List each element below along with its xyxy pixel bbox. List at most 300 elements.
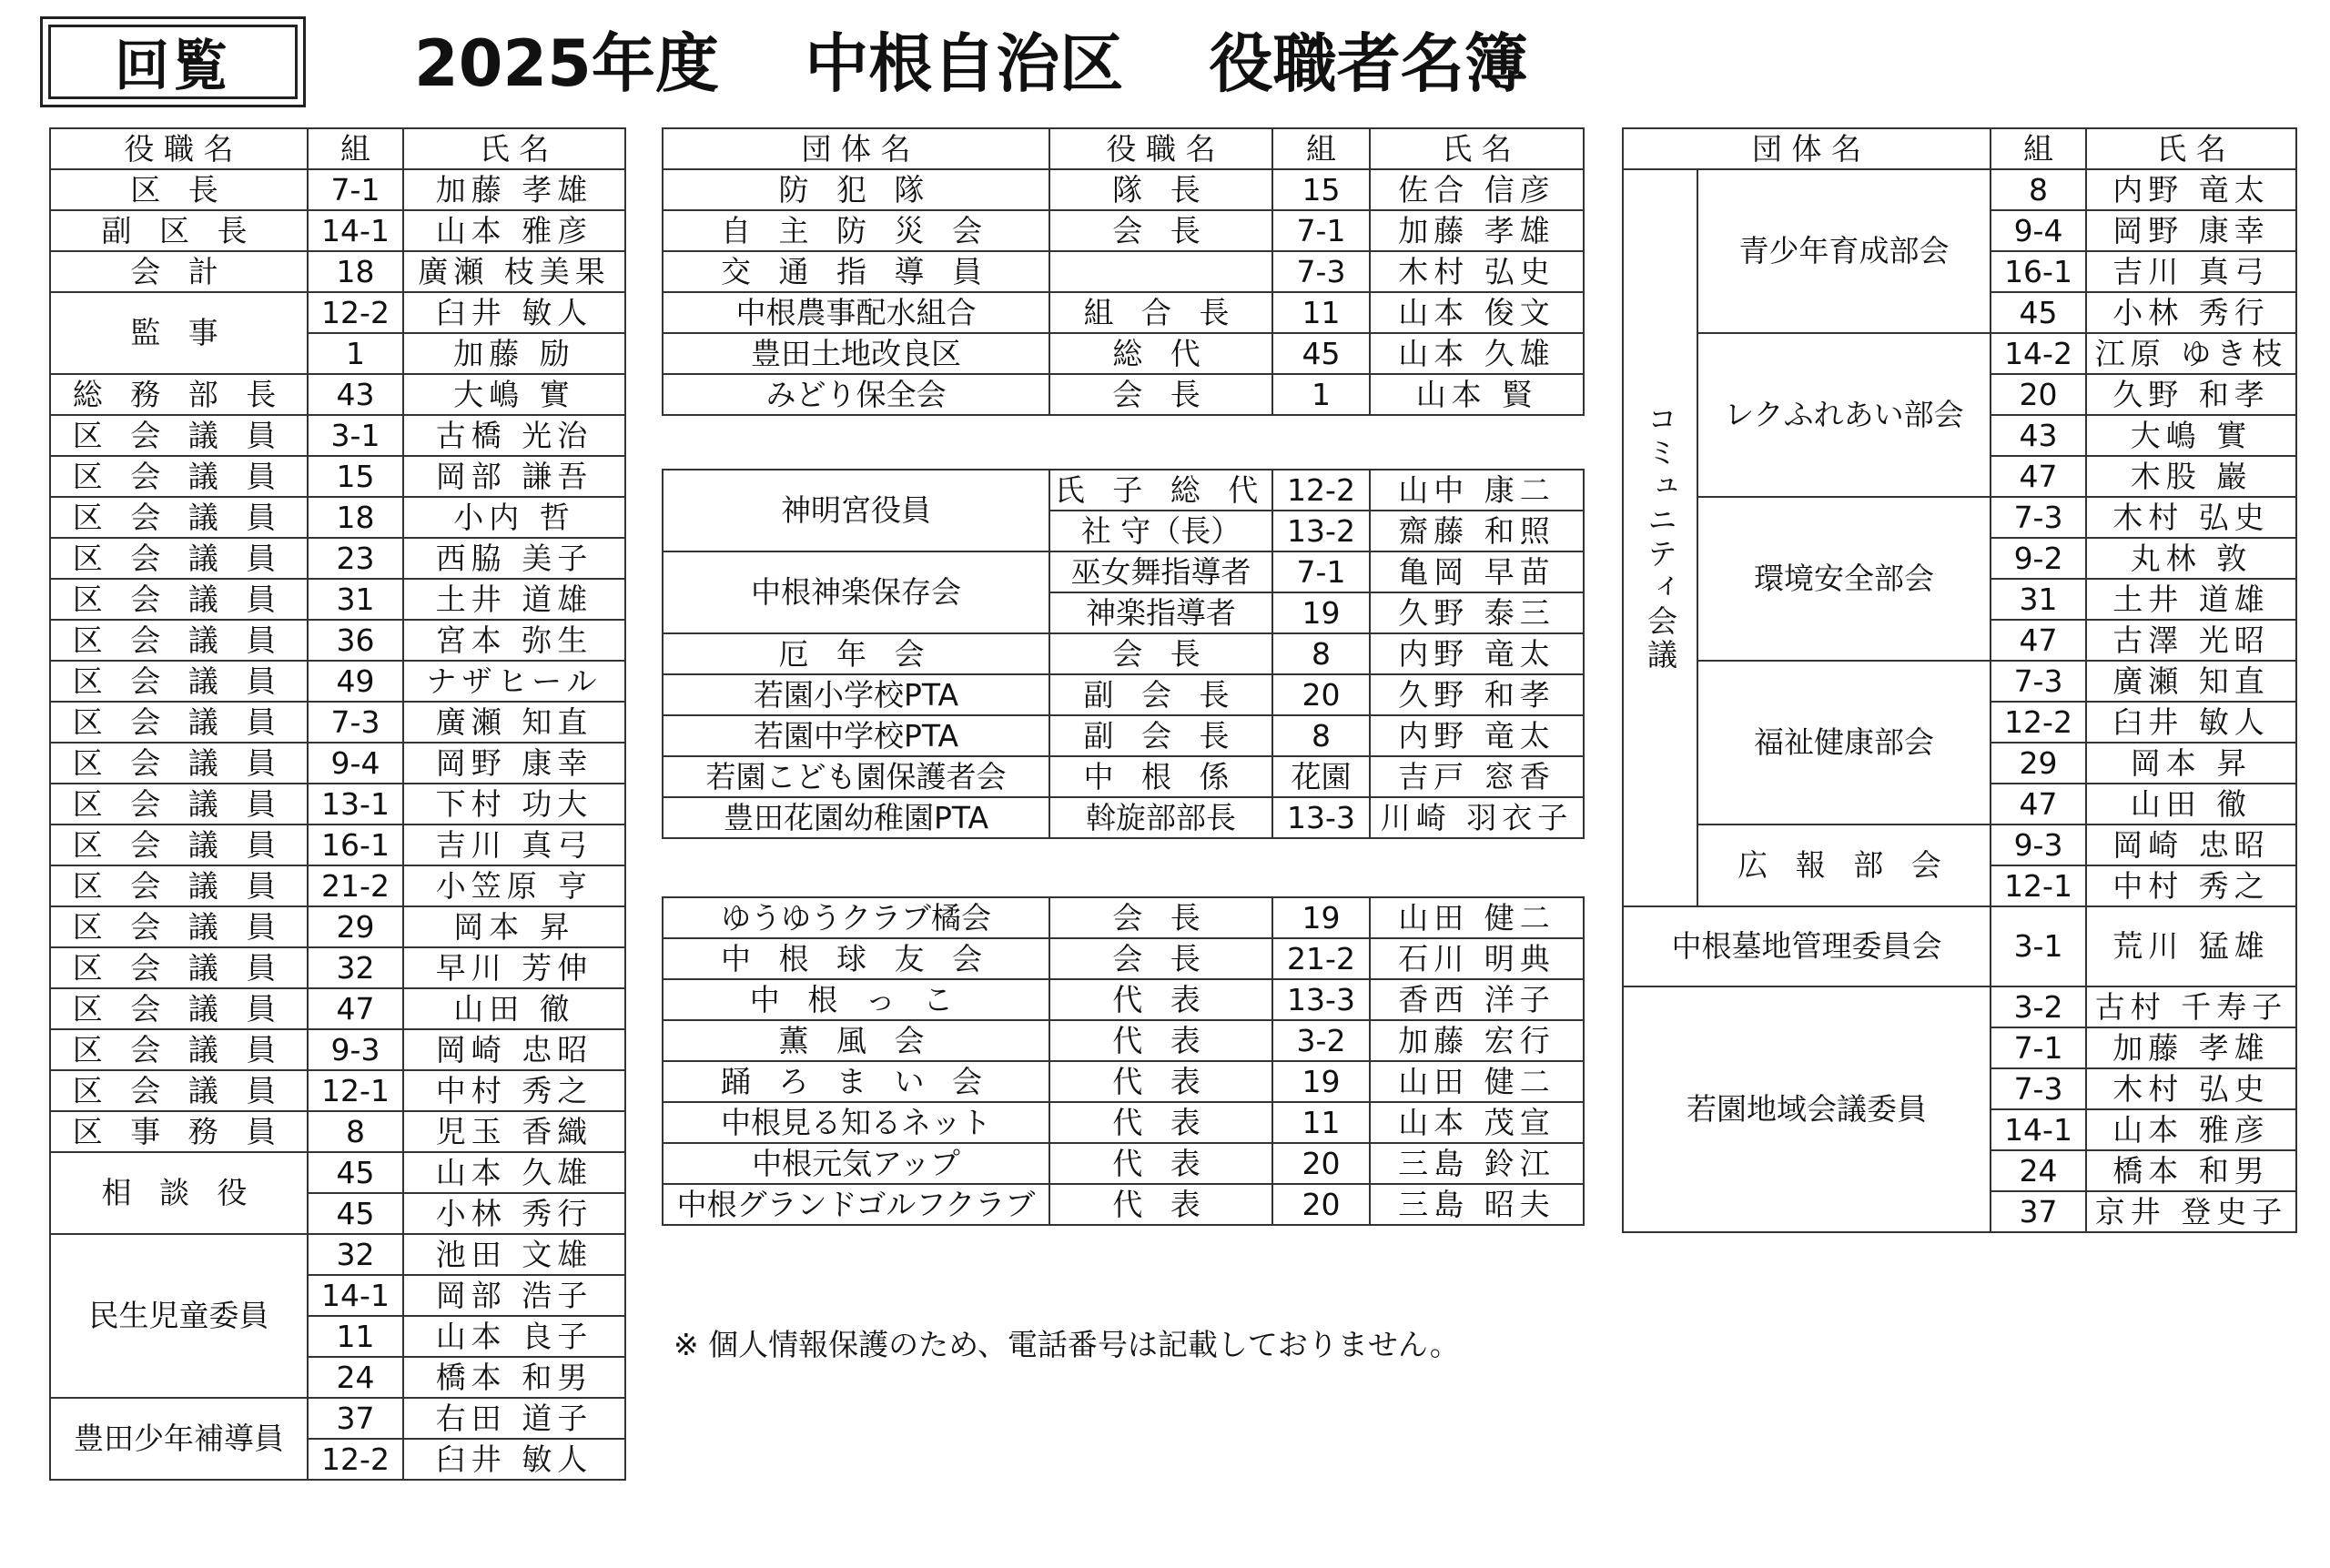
group-cell: 8 — [1272, 715, 1370, 756]
officers-table — [49, 127, 626, 1481]
table-row — [663, 292, 1584, 333]
group-cell: 15 — [308, 456, 403, 497]
name-cell: 橋本 和男 — [2086, 1150, 2296, 1191]
name-cell: 川崎 羽衣子 — [1370, 797, 1584, 838]
name-cell: 三島 昭夫 — [1370, 1184, 1584, 1225]
name-cell: ナザヒール — [403, 661, 625, 702]
role-cell: 民生児童委員 — [50, 1234, 308, 1398]
name-cell: 早川 芳伸 — [403, 947, 625, 988]
name-cell: 吉戸 窓香 — [1370, 756, 1584, 797]
table-row — [50, 784, 625, 824]
group-cell: 13-1 — [308, 784, 403, 824]
role-cell: 会 長 — [1049, 897, 1272, 938]
group-cell: 8 — [1272, 633, 1370, 674]
group-cell: 13-3 — [1272, 797, 1370, 838]
table-row — [1623, 169, 2296, 210]
group-cell: 47 — [1991, 784, 2086, 824]
name-cell: 山本 茂宣 — [1370, 1102, 1584, 1143]
org-cell: 中根農事配水組合 — [663, 292, 1049, 333]
group-cell: 12-2 — [308, 1439, 403, 1480]
table-row — [50, 661, 625, 702]
circulation-stamp — [40, 16, 306, 107]
org-cell: ゆうゆうクラブ橘会 — [663, 897, 1049, 938]
group-cell: 14-2 — [1991, 333, 2086, 374]
org-cell: 中根見る知るネット — [663, 1102, 1049, 1143]
group-cell: 21-2 — [1272, 938, 1370, 979]
circulation-stamp-label: 回覧 — [48, 25, 298, 99]
table-row — [50, 702, 625, 743]
name-cell: 右田 道子 — [403, 1398, 625, 1439]
name-cell: 臼井 敏人 — [2086, 702, 2296, 743]
group-cell: 7-1 — [1991, 1027, 2086, 1068]
community-council-label: コミュニティ会議 — [1623, 169, 1697, 906]
table-row — [663, 1020, 1584, 1061]
name-cell: 木村 弘史 — [2086, 497, 2296, 538]
table-row — [663, 1061, 1584, 1102]
role-cell: 代 表 — [1049, 1143, 1272, 1184]
table-row — [50, 579, 625, 620]
name-cell: 山本 雅彦 — [2086, 1109, 2296, 1150]
table-row — [663, 674, 1584, 715]
name-cell: 山本 久雄 — [1370, 333, 1584, 374]
table-row — [50, 1152, 625, 1193]
name-cell: 池田 文雄 — [403, 1234, 625, 1275]
group-cell: 20 — [1272, 1184, 1370, 1225]
name-cell: 木村 弘史 — [2086, 1068, 2296, 1109]
role-cell: 会 長 — [1049, 210, 1272, 251]
table-row — [1623, 333, 2296, 374]
group-cell: 11 — [308, 1316, 403, 1357]
group-cell: 7-1 — [1272, 551, 1370, 592]
table-row — [663, 470, 1584, 511]
name-cell: 京井 登史子 — [2086, 1191, 2296, 1232]
header-name: 氏 名 — [2086, 128, 2296, 169]
role-cell: 代 表 — [1049, 1184, 1272, 1225]
name-cell: 小林 秀行 — [403, 1193, 625, 1234]
name-cell: 橋本 和男 — [403, 1357, 625, 1398]
group-cell: 14-1 — [308, 1275, 403, 1316]
name-cell: 木村 弘史 — [1370, 251, 1584, 292]
group-cell: 45 — [1991, 292, 2086, 333]
shrine-school-table — [662, 469, 1585, 839]
org-cell: レクふれあい部会 — [1697, 333, 1991, 497]
name-cell: 西脇 美子 — [403, 538, 625, 579]
table-row — [50, 251, 625, 292]
group-cell: 12-2 — [1991, 702, 2086, 743]
group-cell: 16-1 — [1991, 251, 2086, 292]
group-cell: 7-3 — [308, 702, 403, 743]
role-cell: 会 長 — [1049, 633, 1272, 674]
org-cell: 自 主 防 災 会 — [663, 210, 1049, 251]
group-cell: 7-3 — [1991, 661, 2086, 702]
group-cell: 3-1 — [308, 415, 403, 456]
header-role: 役 職 名 — [1049, 128, 1272, 169]
group-cell: 9-4 — [308, 743, 403, 784]
org-cell: 中根神楽保存会 — [663, 551, 1049, 633]
name-cell: 内野 竜太 — [2086, 169, 2296, 210]
name-cell: 佐合 信彦 — [1370, 169, 1584, 210]
role-cell: 会 長 — [1049, 374, 1272, 415]
table-row — [50, 210, 625, 251]
name-cell: 古村 千寿子 — [2086, 986, 2296, 1027]
name-cell: 廣瀬 知直 — [403, 702, 625, 743]
name-cell: 荒川 猛雄 — [2086, 906, 2296, 986]
org-cell: 中根グランドゴルフクラブ — [663, 1184, 1049, 1225]
group-cell: 37 — [308, 1398, 403, 1439]
table-row — [50, 292, 625, 333]
group-cell: 13-2 — [1272, 511, 1370, 551]
role-cell: 斡旋部部長 — [1049, 797, 1272, 838]
group-cell: 45 — [1272, 333, 1370, 374]
name-cell: 岡本 昇 — [2086, 743, 2296, 784]
role-cell: 区 事 務 員 — [50, 1111, 308, 1152]
table-row — [50, 988, 625, 1029]
name-cell: 久野 和孝 — [2086, 374, 2296, 415]
table-row — [50, 415, 625, 456]
group-cell: 37 — [1991, 1191, 2086, 1232]
role-cell: 神楽指導者 — [1049, 592, 1272, 633]
header-group: 組 — [1991, 128, 2086, 169]
name-cell: 山田 徹 — [403, 988, 625, 1029]
group-cell: 18 — [308, 497, 403, 538]
table-row — [1623, 824, 2296, 865]
table-row — [663, 374, 1584, 415]
role-cell: 区 会 議 員 — [50, 415, 308, 456]
role-cell: 区 会 議 員 — [50, 702, 308, 743]
group-cell: 20 — [1272, 674, 1370, 715]
table-row — [1623, 497, 2296, 538]
name-cell: 山本 雅彦 — [403, 210, 625, 251]
group-cell: 1 — [1272, 374, 1370, 415]
table-row — [663, 169, 1584, 210]
name-cell: 岡崎 忠昭 — [403, 1029, 625, 1070]
name-cell: 宮本 弥生 — [403, 620, 625, 661]
table-row — [663, 756, 1584, 797]
community-table — [1622, 127, 2297, 1233]
table-row — [1623, 986, 2296, 1027]
table-header-row — [1623, 128, 2296, 169]
name-cell: 岡野 康幸 — [2086, 210, 2296, 251]
role-cell: 代 表 — [1049, 1102, 1272, 1143]
group-cell: 1 — [308, 333, 403, 374]
group-cell: 3-2 — [1991, 986, 2086, 1027]
header-name: 氏 名 — [403, 128, 625, 169]
name-cell: 山田 徹 — [2086, 784, 2296, 824]
group-cell: 14-1 — [308, 210, 403, 251]
org-cell: 環境安全部会 — [1697, 497, 1991, 661]
group-cell: 14-1 — [1991, 1109, 2086, 1150]
name-cell: 加藤 孝雄 — [1370, 210, 1584, 251]
group-cell: 19 — [1272, 592, 1370, 633]
name-cell: 加藤 励 — [403, 333, 625, 374]
table-row — [663, 251, 1584, 292]
org-cell: 中 根 球 友 会 — [663, 938, 1049, 979]
role-cell: 区 会 議 員 — [50, 988, 308, 1029]
name-cell: 吉川 真弓 — [403, 824, 625, 865]
role-cell: 区 会 議 員 — [50, 824, 308, 865]
table-row — [663, 210, 1584, 251]
group-cell: 12-2 — [1272, 470, 1370, 511]
role-cell: 会 長 — [1049, 938, 1272, 979]
name-cell: 臼井 敏人 — [403, 292, 625, 333]
table-row — [663, 979, 1584, 1020]
name-cell: 加藤 宏行 — [1370, 1020, 1584, 1061]
role-cell: 区 会 議 員 — [50, 456, 308, 497]
name-cell: 岡本 昇 — [403, 906, 625, 947]
header-org: 団 体 名 — [663, 128, 1049, 169]
table-header-row — [663, 128, 1584, 169]
name-cell: 岡部 謙吾 — [403, 456, 625, 497]
role-cell: 社 守（長） — [1049, 511, 1272, 551]
role-cell: 区 会 議 員 — [50, 579, 308, 620]
role-cell: 監 事 — [50, 292, 308, 374]
group-cell: 花園 — [1272, 756, 1370, 797]
name-cell: 下村 功大 — [403, 784, 625, 824]
group-cell: 20 — [1272, 1143, 1370, 1184]
table-row — [663, 1102, 1584, 1143]
name-cell: 石川 明典 — [1370, 938, 1584, 979]
org-cell: 若園こども園保護者会 — [663, 756, 1049, 797]
role-cell: 豊田少年補導員 — [50, 1398, 308, 1480]
role-cell: 区 会 議 員 — [50, 538, 308, 579]
role-cell: 組 合 長 — [1049, 292, 1272, 333]
group-cell: 11 — [1272, 1102, 1370, 1143]
role-cell: 隊 長 — [1049, 169, 1272, 210]
role-cell: 代 表 — [1049, 1020, 1272, 1061]
page-title: 2025年度 中根自治区 役職者名簿 — [414, 26, 1528, 101]
name-cell: 土井 道雄 — [2086, 579, 2296, 620]
role-cell: 区 会 議 員 — [50, 947, 308, 988]
org-cell: 中根元気アップ — [663, 1143, 1049, 1184]
role-cell: 総 代 — [1049, 333, 1272, 374]
org-cell: 中根墓地管理委員会 — [1623, 906, 1991, 986]
org-cell: みどり保全会 — [663, 374, 1049, 415]
group-cell: 21-2 — [308, 865, 403, 906]
group-cell: 29 — [308, 906, 403, 947]
role-cell: 区 会 議 員 — [50, 661, 308, 702]
name-cell: 中村 秀之 — [2086, 865, 2296, 906]
group-cell: 9-4 — [1991, 210, 2086, 251]
table-row — [663, 551, 1584, 592]
name-cell: 小林 秀行 — [2086, 292, 2296, 333]
name-cell: 三島 鈴江 — [1370, 1143, 1584, 1184]
role-cell: 区 会 議 員 — [50, 743, 308, 784]
group-cell: 12-2 — [308, 292, 403, 333]
org-cell: 防 犯 隊 — [663, 169, 1049, 210]
role-cell: 区 会 議 員 — [50, 620, 308, 661]
role-cell: 中 根 係 — [1049, 756, 1272, 797]
name-cell: 加藤 孝雄 — [2086, 1027, 2296, 1068]
role-cell: 区 長 — [50, 169, 308, 210]
name-cell: 丸林 敦 — [2086, 538, 2296, 579]
role-cell: 副 会 長 — [1049, 674, 1272, 715]
group-cell: 45 — [308, 1193, 403, 1234]
org-cell: 中 根 っ こ — [663, 979, 1049, 1020]
group-cell: 8 — [308, 1111, 403, 1152]
role-cell: 区 会 議 員 — [50, 1070, 308, 1111]
table-row — [663, 1184, 1584, 1225]
org-cell: 豊田土地改良区 — [663, 333, 1049, 374]
org-cell: 若園小学校PTA — [663, 674, 1049, 715]
group-cell: 32 — [308, 947, 403, 988]
name-cell: 古澤 光昭 — [2086, 620, 2296, 661]
header-group: 組 — [1272, 128, 1370, 169]
role-cell: 代 表 — [1049, 979, 1272, 1020]
name-cell: 内野 竜太 — [1370, 633, 1584, 674]
table-row — [50, 865, 625, 906]
name-cell: 山本 良子 — [403, 1316, 625, 1357]
group-cell: 43 — [308, 374, 403, 415]
org-cell: 若園中学校PTA — [663, 715, 1049, 756]
role-cell: 相 談 役 — [50, 1152, 308, 1234]
group-cell: 3-2 — [1272, 1020, 1370, 1061]
name-cell: 江原 ゆき枝 — [2086, 333, 2296, 374]
header-name: 氏 名 — [1370, 128, 1584, 169]
org-cell: 薫 風 会 — [663, 1020, 1049, 1061]
name-cell: 加藤 孝雄 — [403, 169, 625, 210]
group-cell: 29 — [1991, 743, 2086, 784]
table-row — [1623, 906, 2296, 986]
name-cell: 小笠原 亨 — [403, 865, 625, 906]
name-cell: 山田 健二 — [1370, 897, 1584, 938]
name-cell: 山本 久雄 — [403, 1152, 625, 1193]
role-cell: 副 会 長 — [1049, 715, 1272, 756]
group-cell: 19 — [1272, 1061, 1370, 1102]
table-row — [50, 620, 625, 661]
role-cell: 氏 子 総 代 — [1049, 470, 1272, 511]
group-cell: 12-1 — [1991, 865, 2086, 906]
group-cell: 24 — [1991, 1150, 2086, 1191]
name-cell: 吉川 真弓 — [2086, 251, 2296, 292]
table-row — [663, 1143, 1584, 1184]
role-cell: 巫女舞指導者 — [1049, 551, 1272, 592]
name-cell: 臼井 敏人 — [403, 1439, 625, 1480]
org-cell: 福祉健康部会 — [1697, 661, 1991, 824]
table-row — [50, 743, 625, 784]
group-cell: 20 — [1991, 374, 2086, 415]
role-cell: 区 会 議 員 — [50, 784, 308, 824]
table-row — [50, 169, 625, 210]
group-cell: 9-3 — [1991, 824, 2086, 865]
name-cell: 山田 健二 — [1370, 1061, 1584, 1102]
name-cell: 久野 泰三 — [1370, 592, 1584, 633]
clubs-table — [662, 896, 1585, 1226]
group-cell: 12-1 — [308, 1070, 403, 1111]
name-cell: 山中 康二 — [1370, 470, 1584, 511]
group-cell: 9-2 — [1991, 538, 2086, 579]
name-cell: 亀岡 早苗 — [1370, 551, 1584, 592]
table-row — [50, 497, 625, 538]
group-cell: 36 — [308, 620, 403, 661]
org-cell: 広 報 部 会 — [1697, 824, 1991, 906]
table-row — [663, 715, 1584, 756]
name-cell: 山本 賢 — [1370, 374, 1584, 415]
table-row — [50, 1070, 625, 1111]
name-cell: 内野 竜太 — [1370, 715, 1584, 756]
group-cell: 7-3 — [1991, 497, 2086, 538]
name-cell: 大嶋 實 — [403, 374, 625, 415]
name-cell: 土井 道雄 — [403, 579, 625, 620]
table-row — [50, 374, 625, 415]
name-cell: 齋藤 和照 — [1370, 511, 1584, 551]
table-row — [663, 797, 1584, 838]
name-cell: 中村 秀之 — [403, 1070, 625, 1111]
group-cell: 49 — [308, 661, 403, 702]
role-cell: 総 務 部 長 — [50, 374, 308, 415]
table-row — [50, 1398, 625, 1439]
name-cell: 廣瀬 枝美果 — [403, 251, 625, 292]
group-cell: 31 — [1991, 579, 2086, 620]
table-row — [50, 947, 625, 988]
org-cell: 厄 年 会 — [663, 633, 1049, 674]
table-row — [50, 1234, 625, 1275]
role-cell: 会 計 — [50, 251, 308, 292]
table-row — [50, 538, 625, 579]
group-cell: 31 — [308, 579, 403, 620]
group-cell: 15 — [1272, 169, 1370, 210]
role-cell: 区 会 議 員 — [50, 497, 308, 538]
table-row — [663, 938, 1584, 979]
group-cell: 19 — [1272, 897, 1370, 938]
org-cell: 豊田花園幼稚園PTA — [663, 797, 1049, 838]
table-header-row — [50, 128, 625, 169]
table-row — [50, 456, 625, 497]
group-cell: 7-1 — [1272, 210, 1370, 251]
group-cell: 24 — [308, 1357, 403, 1398]
role-cell: 副 区 長 — [50, 210, 308, 251]
group-cell: 7-3 — [1272, 251, 1370, 292]
name-cell: 岡崎 忠昭 — [2086, 824, 2296, 865]
name-cell: 岡野 康幸 — [403, 743, 625, 784]
table-row — [50, 906, 625, 947]
role-cell: 区 会 議 員 — [50, 906, 308, 947]
group-cell: 18 — [308, 251, 403, 292]
name-cell: 大嶋 實 — [2086, 415, 2296, 456]
name-cell: 久野 和孝 — [1370, 674, 1584, 715]
table-row — [663, 333, 1584, 374]
group-cell: 3-1 — [1991, 906, 2086, 986]
group-cell: 47 — [308, 988, 403, 1029]
role-cell — [1049, 251, 1272, 292]
org-cell: 踊 ろ ま い 会 — [663, 1061, 1049, 1102]
table-row — [663, 897, 1584, 938]
table-row — [50, 1029, 625, 1070]
group-cell: 8 — [1991, 169, 2086, 210]
name-cell: 山本 俊文 — [1370, 292, 1584, 333]
group-cell: 43 — [1991, 415, 2086, 456]
group-cell: 9-3 — [308, 1029, 403, 1070]
group-cell: 13-3 — [1272, 979, 1370, 1020]
org-cell: 若園地域会議委員 — [1623, 986, 1991, 1232]
group-cell: 23 — [308, 538, 403, 579]
name-cell: 古橋 光治 — [403, 415, 625, 456]
group-cell: 7-1 — [308, 169, 403, 210]
table-row — [50, 824, 625, 865]
group-cell: 16-1 — [308, 824, 403, 865]
group-cell: 47 — [1991, 456, 2086, 497]
group-cell: 32 — [308, 1234, 403, 1275]
header-role: 役 職 名 — [50, 128, 308, 169]
role-cell: 区 会 議 員 — [50, 865, 308, 906]
name-cell: 岡部 浩子 — [403, 1275, 625, 1316]
name-cell: 香西 洋子 — [1370, 979, 1584, 1020]
header-group: 組 — [308, 128, 403, 169]
name-cell: 木股 巖 — [2086, 456, 2296, 497]
org-cell: 青少年育成部会 — [1697, 169, 1991, 333]
table-row — [1623, 661, 2296, 702]
group-cell: 47 — [1991, 620, 2086, 661]
role-cell: 代 表 — [1049, 1061, 1272, 1102]
